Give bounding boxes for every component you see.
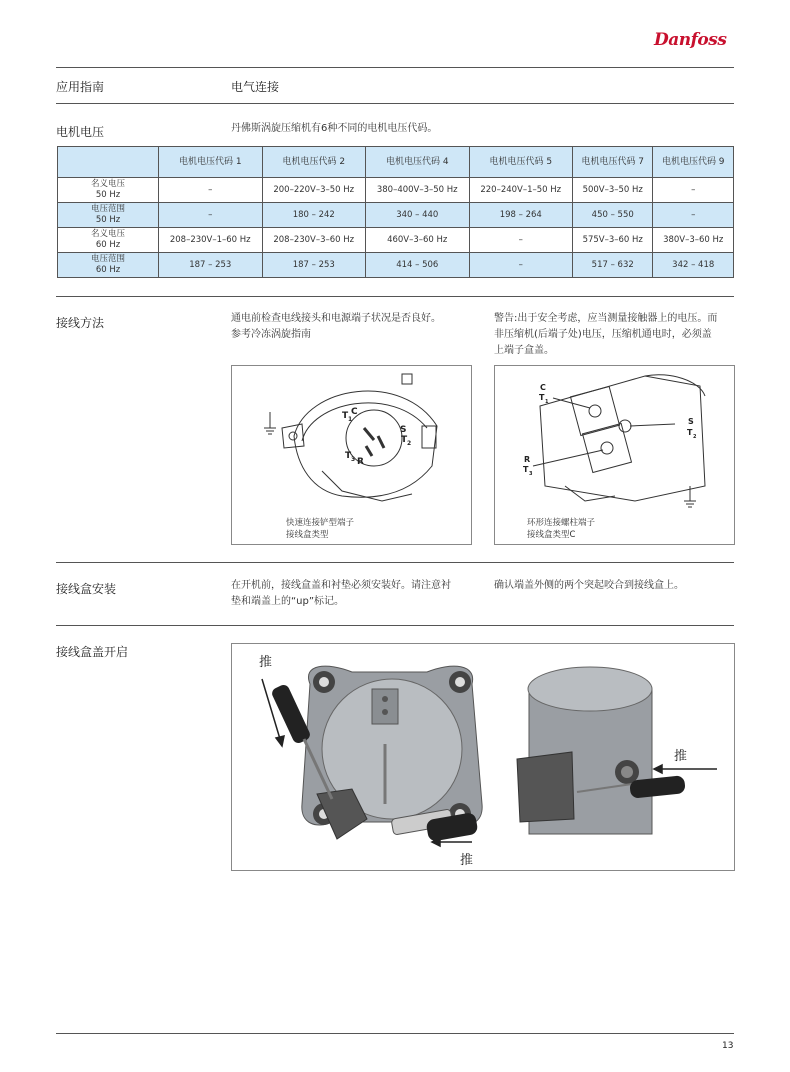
spade-terminal-figure bbox=[231, 365, 472, 545]
table-cell: 208–230V–3–60 Hz bbox=[262, 228, 366, 253]
label-t2: T bbox=[401, 435, 408, 445]
table-row bbox=[58, 178, 734, 203]
table-row bbox=[58, 253, 734, 278]
side-clip bbox=[422, 426, 436, 448]
page-number: 13 bbox=[722, 1041, 734, 1051]
table-row bbox=[58, 203, 734, 228]
label-s: S bbox=[400, 425, 407, 435]
motor-voltage-title: 电机电压 bbox=[56, 125, 105, 139]
text-line: 上端子盒盖。 bbox=[494, 345, 554, 356]
table-header-cell bbox=[58, 147, 159, 178]
push-label-bottom: 推 bbox=[460, 853, 474, 868]
wiring-title: 接线方法 bbox=[56, 316, 105, 330]
label-t3: T bbox=[345, 451, 352, 461]
table-cell: – bbox=[653, 203, 734, 228]
motor-voltage-intro: 丹佛斯涡旋压缩机有6种不同的电机电压代码。 bbox=[231, 123, 438, 134]
label-r: R bbox=[524, 455, 531, 464]
terminal-box-outline bbox=[294, 391, 437, 497]
box-install-title: 接线盒安装 bbox=[56, 582, 117, 596]
label-t3-sub: 3 bbox=[529, 471, 533, 477]
table-cell: – bbox=[159, 203, 263, 228]
table-row bbox=[58, 228, 734, 253]
cover-removal-figure bbox=[231, 643, 735, 871]
divider bbox=[56, 67, 734, 68]
table-header-cell: 电机电压代码 2 bbox=[262, 147, 366, 178]
box-open-title: 接线盒盖开启 bbox=[56, 645, 129, 659]
table-cell: – bbox=[469, 253, 573, 278]
table-header-cell: 电机电压代码 4 bbox=[366, 147, 470, 178]
table-cell: 450 – 550 bbox=[573, 203, 653, 228]
spade-figure-caption bbox=[286, 517, 354, 541]
ground-screw bbox=[289, 432, 297, 440]
table-header-cell: 电机电压代码 9 bbox=[653, 147, 734, 178]
text-line: 在开机前，接线盒盖和衬垫必须安装好。请注意衬 bbox=[231, 580, 451, 591]
row-label-line: 60 Hz bbox=[95, 240, 121, 250]
table-cell: – bbox=[159, 178, 263, 203]
table-cell: 517 – 632 bbox=[573, 253, 653, 278]
push-label-top: 推 bbox=[259, 655, 273, 670]
push-label-right: 推 bbox=[674, 749, 688, 764]
text-line: 警告:出于安全考虑，应当测量接触器上的电压。而 bbox=[494, 313, 718, 324]
divider bbox=[56, 562, 734, 563]
label-t1: T bbox=[342, 411, 349, 421]
label-t1-sub: 1 bbox=[348, 416, 353, 423]
row-label-line: 电压范围 bbox=[90, 254, 125, 264]
motor-voltage-table bbox=[57, 146, 734, 278]
bottom-flange bbox=[322, 471, 412, 501]
divider bbox=[56, 625, 734, 626]
text-line: 非压缩机(后端子处)电压，压缩机通电时，必须盖 bbox=[494, 329, 712, 340]
box-install-text-left bbox=[231, 578, 481, 610]
header-right: 电气连接 bbox=[231, 80, 280, 94]
row-label-line: 名义电压 bbox=[90, 229, 125, 239]
wiring-text-right bbox=[494, 311, 739, 359]
compressor-side-view bbox=[517, 667, 686, 834]
ring-terminal-figure bbox=[494, 365, 735, 545]
row-label-line: 名义电压 bbox=[90, 179, 125, 189]
ground-lug bbox=[282, 424, 304, 448]
label-t2: T bbox=[687, 428, 693, 437]
stud-r bbox=[601, 442, 613, 454]
cover-removal-drawing bbox=[232, 644, 734, 870]
row-label-line: 50 Hz bbox=[95, 190, 121, 200]
label-r: R bbox=[357, 457, 364, 467]
danfoss-logo: Danfoss bbox=[654, 30, 727, 50]
table-cell: 200–220V–3–50 Hz bbox=[262, 178, 366, 203]
table-header-cell: 电机电压代码 5 bbox=[469, 147, 573, 178]
table-header-row bbox=[58, 147, 734, 178]
label-s: S bbox=[688, 417, 694, 426]
caption-line: 环形连接螺柱端子 bbox=[527, 518, 596, 528]
header-left: 应用指南 bbox=[56, 80, 105, 94]
caption-line: 接线盒类型C bbox=[527, 530, 576, 540]
row-label-line: 50 Hz bbox=[95, 215, 121, 225]
label-c: C bbox=[351, 407, 358, 417]
label-t3: T bbox=[523, 465, 529, 474]
table-cell: 460V–3–60 Hz bbox=[366, 228, 470, 253]
table-cell: 500V–3–50 Hz bbox=[573, 178, 653, 203]
terminal-box-outline bbox=[540, 376, 705, 501]
table-cell: 220–240V–1–50 Hz bbox=[469, 178, 573, 203]
caption-line: 快速连接铲型端子 bbox=[286, 518, 355, 528]
table-cell: 208–230V–1–60 Hz bbox=[159, 228, 263, 253]
label-t2-sub: 2 bbox=[693, 434, 697, 440]
text-line: 确认端盖外侧的两个突起咬合到接线盒上。 bbox=[494, 580, 684, 591]
divider bbox=[56, 103, 734, 104]
table-header-cell: 电机电压代码 1 bbox=[159, 147, 263, 178]
label-t1: T bbox=[539, 393, 545, 402]
top-tab bbox=[402, 374, 412, 384]
label-c: C bbox=[540, 383, 546, 392]
text-line: 参考冷冻涡旋指南 bbox=[231, 329, 311, 340]
text-line: 垫和端盖上的“up”标记。 bbox=[231, 596, 345, 607]
row-label-line: 60 Hz bbox=[95, 265, 121, 275]
table-cell: 380–400V–3–50 Hz bbox=[366, 178, 470, 203]
table-cell: – bbox=[469, 228, 573, 253]
divider bbox=[56, 1033, 734, 1034]
stud-s bbox=[619, 420, 631, 432]
label-t3-sub: 3 bbox=[351, 456, 356, 463]
text-line: 通电前检查电线接头和电源端子状况是否良好。 bbox=[231, 313, 441, 324]
row-label-line: 电压范围 bbox=[90, 204, 125, 214]
row-label bbox=[58, 228, 159, 253]
table-cell: – bbox=[653, 178, 734, 203]
row-label bbox=[58, 178, 159, 203]
table-cell: 380V–3–60 Hz bbox=[653, 228, 734, 253]
terminal-block-top bbox=[571, 387, 620, 436]
table-cell: 198 – 264 bbox=[469, 203, 573, 228]
label-t1-sub: 1 bbox=[545, 399, 549, 405]
table-cell: 340 – 440 bbox=[366, 203, 470, 228]
compressor-top-view bbox=[270, 666, 482, 842]
wiring-text-left bbox=[231, 311, 481, 343]
table-cell: 180 – 242 bbox=[262, 203, 366, 228]
box-install-text-right bbox=[494, 578, 739, 594]
table-cell: 187 – 253 bbox=[159, 253, 263, 278]
table-cell: 342 – 418 bbox=[653, 253, 734, 278]
row-label bbox=[58, 253, 159, 278]
label-t2-sub: 2 bbox=[407, 440, 412, 447]
stud-c bbox=[589, 405, 601, 417]
divider bbox=[56, 296, 734, 297]
table-header-cell: 电机电压代码 7 bbox=[573, 147, 653, 178]
terminal-block-bottom bbox=[583, 424, 632, 473]
row-label bbox=[58, 203, 159, 228]
ring-figure-caption bbox=[527, 517, 595, 541]
table-cell: 575V–3–60 Hz bbox=[573, 228, 653, 253]
table-cell: 187 – 253 bbox=[262, 253, 366, 278]
table-cell: 414 – 506 bbox=[366, 253, 470, 278]
terminal-box-rim bbox=[302, 403, 427, 441]
caption-line: 接线盒类型 bbox=[286, 530, 329, 540]
